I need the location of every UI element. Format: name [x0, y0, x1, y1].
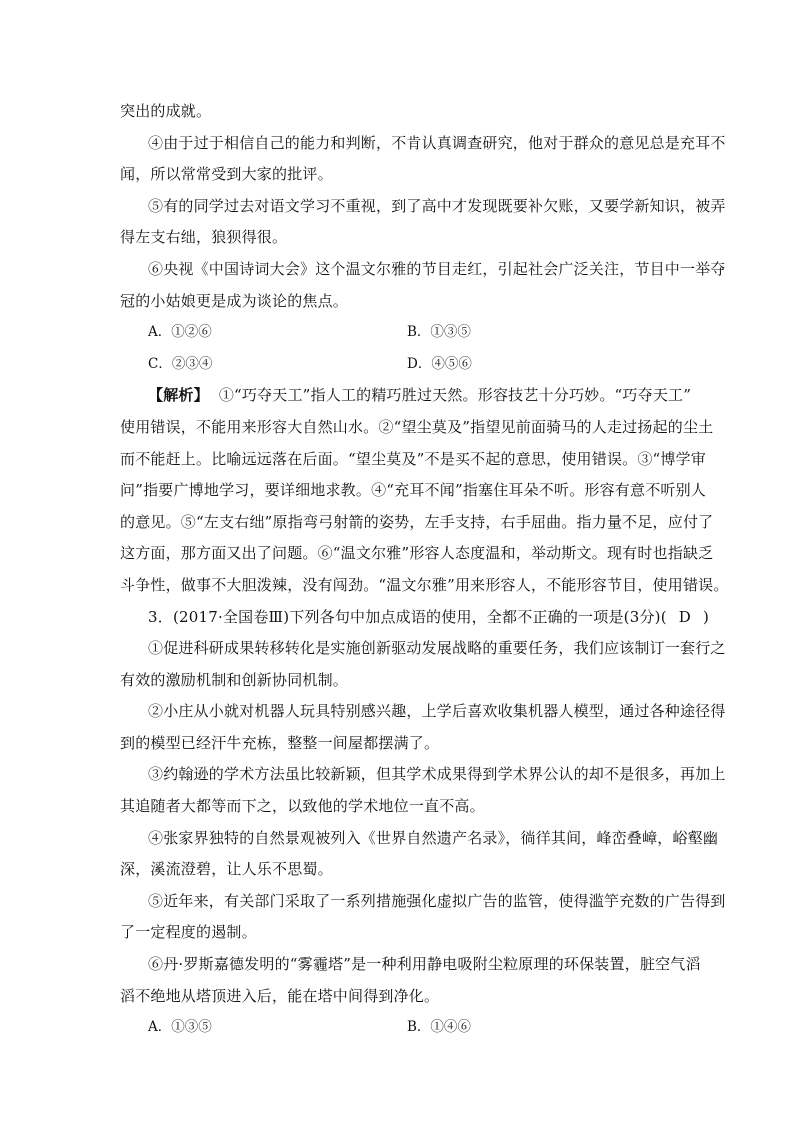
option-a: A．①②⑥: [148, 324, 212, 341]
text-line: 了一定程度的遏制。: [120, 923, 257, 942]
option-c: C．②③④: [148, 355, 213, 372]
analysis-line: 问”指要广博地学习，要详细地求教。④“充耳不闻”指塞住耳朵不听。形容有意不听别人: [120, 481, 707, 500]
text-line: 突出的成就。: [120, 102, 212, 120]
text-line: ⑥丹·罗斯嘉德发明的“雾霾塔”是一种利用静电吸附尘粒原理的环保装置，脏空气滔: [148, 955, 701, 974]
text-line: ⑤近年来，有关部门采取了一系列措施强化虚拟广告的监管，使得滥竽充数的广告得到: [148, 891, 726, 910]
text-line: ⑤有的同学过去对语文学习不重视，到了高中才发现既要补欠账，又要学新知识，被弄: [148, 196, 726, 215]
option-b: B．①④⑥: [407, 1019, 471, 1036]
text-line: ②小庄从小就对机器人玩具特别感兴趣，上学后喜欢收集机器人模型，通过各种途径得: [148, 702, 726, 721]
question-3-sentences: [120, 633, 726, 1012]
analysis-line: 斗争性，做事不大胆泼辣，没有闯劲。“温文尔雅”用来形容人，不能形容节目，使用错误。: [120, 575, 729, 594]
option-d: D．④⑤⑥: [407, 355, 472, 372]
text-line: 其追随者大都等而下之，以致他的学术地位一直不高。: [120, 797, 485, 816]
text-line: 得左支右绌，狼狈得很。: [120, 228, 288, 247]
question-3-options: [120, 1012, 676, 1044]
question-3-stem: [120, 602, 710, 634]
analysis-text: ①“巧夺天工”指人工的精巧胜过天然。形容技艺十分巧妙。“巧夺天工”: [218, 386, 692, 405]
analysis-section: [120, 380, 729, 601]
option-b: B．①③⑤: [407, 324, 471, 341]
text-line: ①促进科研成果转移转化是实施创新驱动发展战略的重要任务，我们应该制订一套行之: [148, 639, 726, 658]
text-line: 冠的小姑娘更是成为谈论的焦点。: [120, 291, 349, 310]
analysis-first-line: [120, 380, 692, 412]
text-line: ④由于过于相信自己的能力和判断，不肯认真调查研究，他对于群众的意见总是充耳不: [148, 133, 726, 152]
question-3-text: 3．(2017·全国卷Ⅲ)下列各句中加点成语的使用，全都不正确的一项是(3分)(: [148, 607, 667, 626]
analysis-line: 的意见。⑤“左支右绌”原指弯弓射箭的姿势，左手支持，右手屈曲。指力量不足，应付了: [120, 512, 714, 531]
document-page: [120, 96, 729, 1044]
text-line: 有效的激励机制和创新协同机制。: [120, 670, 349, 689]
analysis-tag: 【解析】: [148, 386, 209, 405]
option-row: [120, 349, 676, 381]
analysis-line: 这方面，那方面又出了问题。⑥“温文尔雅”形容人态度温和，举动斯文。现有时也指缺乏: [120, 544, 714, 563]
option-row: [120, 317, 676, 349]
text-line: ⑥央视《中国诗词大会》这个温文尔雅的节目走红，引起社会广泛关注，节目中一举夺: [148, 259, 726, 278]
text-line: 深，溪流澄碧，让人乐不思蜀。: [120, 860, 333, 879]
question-2-options: [120, 317, 676, 380]
text-line: ③约翰逊的学术方法虽比较新颖，但其学术成果得到学术界公认的却不是很多，再加上: [148, 765, 726, 784]
analysis-line: 使用错误，不能用来形容大自然山水。②“望尘莫及”指望见前面骑马的人走过扬起的尘土: [120, 417, 714, 436]
paren-close: ): [703, 607, 710, 626]
question-2-continuation: [120, 96, 726, 317]
analysis-line: 而不能赶上。比喻远远落在后面。“望尘莫及”不是买不起的意思，使用错误。③“博学审: [120, 449, 707, 468]
text-line: 到的模型已经汗牛充栋，整整一间屋都摆满了。: [120, 733, 440, 752]
text-line: 闻，所以常常受到大家的批评。: [120, 165, 333, 184]
option-row: [120, 1012, 676, 1044]
text-line: ④张家界独特的自然景观被列入《世界自然遗产名录》，徜徉其间，峰峦叠嶂，峪壑幽: [148, 828, 719, 847]
option-a: A．①③⑤: [148, 1019, 212, 1036]
answer-letter: D: [678, 607, 691, 626]
text-line: 滔不绝地从塔顶进入后，能在塔中间得到净化。: [120, 986, 440, 1005]
